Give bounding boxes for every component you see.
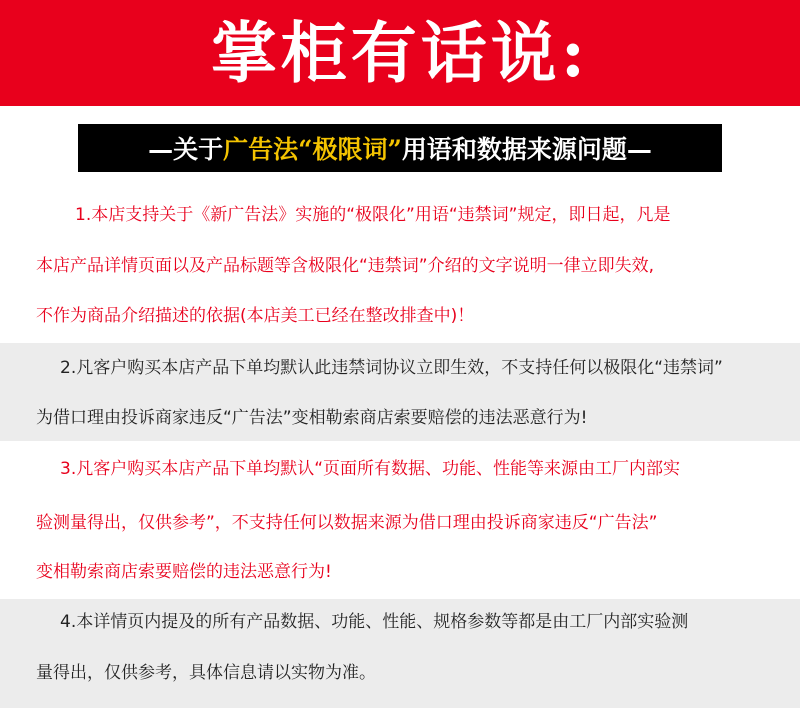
subtitle-highlight-ad-law: 广告法 xyxy=(223,135,299,164)
notice-line: 1.本店支持关于《新广告法》实施的“极限化”用语“违禁词”规定，即日起，凡是 xyxy=(75,205,671,225)
notice-line: 4.本详情页内提及的所有产品数据、功能、性能、规格参数等都是由工厂内部实验测 xyxy=(60,612,689,632)
notice-section-3 xyxy=(0,441,800,599)
notice-line: 量得出，仅供参考，具体信息请以实物为准。 xyxy=(36,663,376,683)
header-banner xyxy=(0,0,800,106)
notice-line: 变相勒索商店索要赔偿的违法恶意行为! xyxy=(36,562,332,582)
notice-line: 为借口理由投诉商家违反“广告法”变相勒索商店索要赔偿的违法恶意行为! xyxy=(36,408,588,428)
notice-line: 本店产品详情页面以及产品标题等含极限化“违禁词”介绍的文字说明一律立即失效, xyxy=(36,256,655,276)
notice-section-4 xyxy=(0,599,800,708)
notice-line: 不作为商品介绍描述的依据(本店美工已经在整改排查中)！ xyxy=(36,306,475,326)
notice-line: 2.凡客户购买本店产品下单均默认此违禁词协议立即生效，不支持任何以极限化“违禁词” xyxy=(60,358,723,378)
page-title: 掌柜有话说: xyxy=(210,14,590,92)
subtitle-bar xyxy=(78,124,722,172)
notice-line: 验测量得出，仅供参考”，不支持任何以数据来源为借口理由投诉商家违反“广告法” xyxy=(36,513,658,533)
subtitle-suffix: 用语和数据来源问题— xyxy=(401,135,652,164)
subtitle-highlight-extreme-words: “极限词” xyxy=(298,135,402,164)
notice-section-2 xyxy=(0,343,800,441)
notice-section-1 xyxy=(0,188,800,338)
notice-line: 3.凡客户购买本店产品下单均默认“页面所有数据、功能、性能等来源由工厂内部实 xyxy=(60,459,681,479)
subtitle-prefix: —关于 xyxy=(148,135,224,164)
